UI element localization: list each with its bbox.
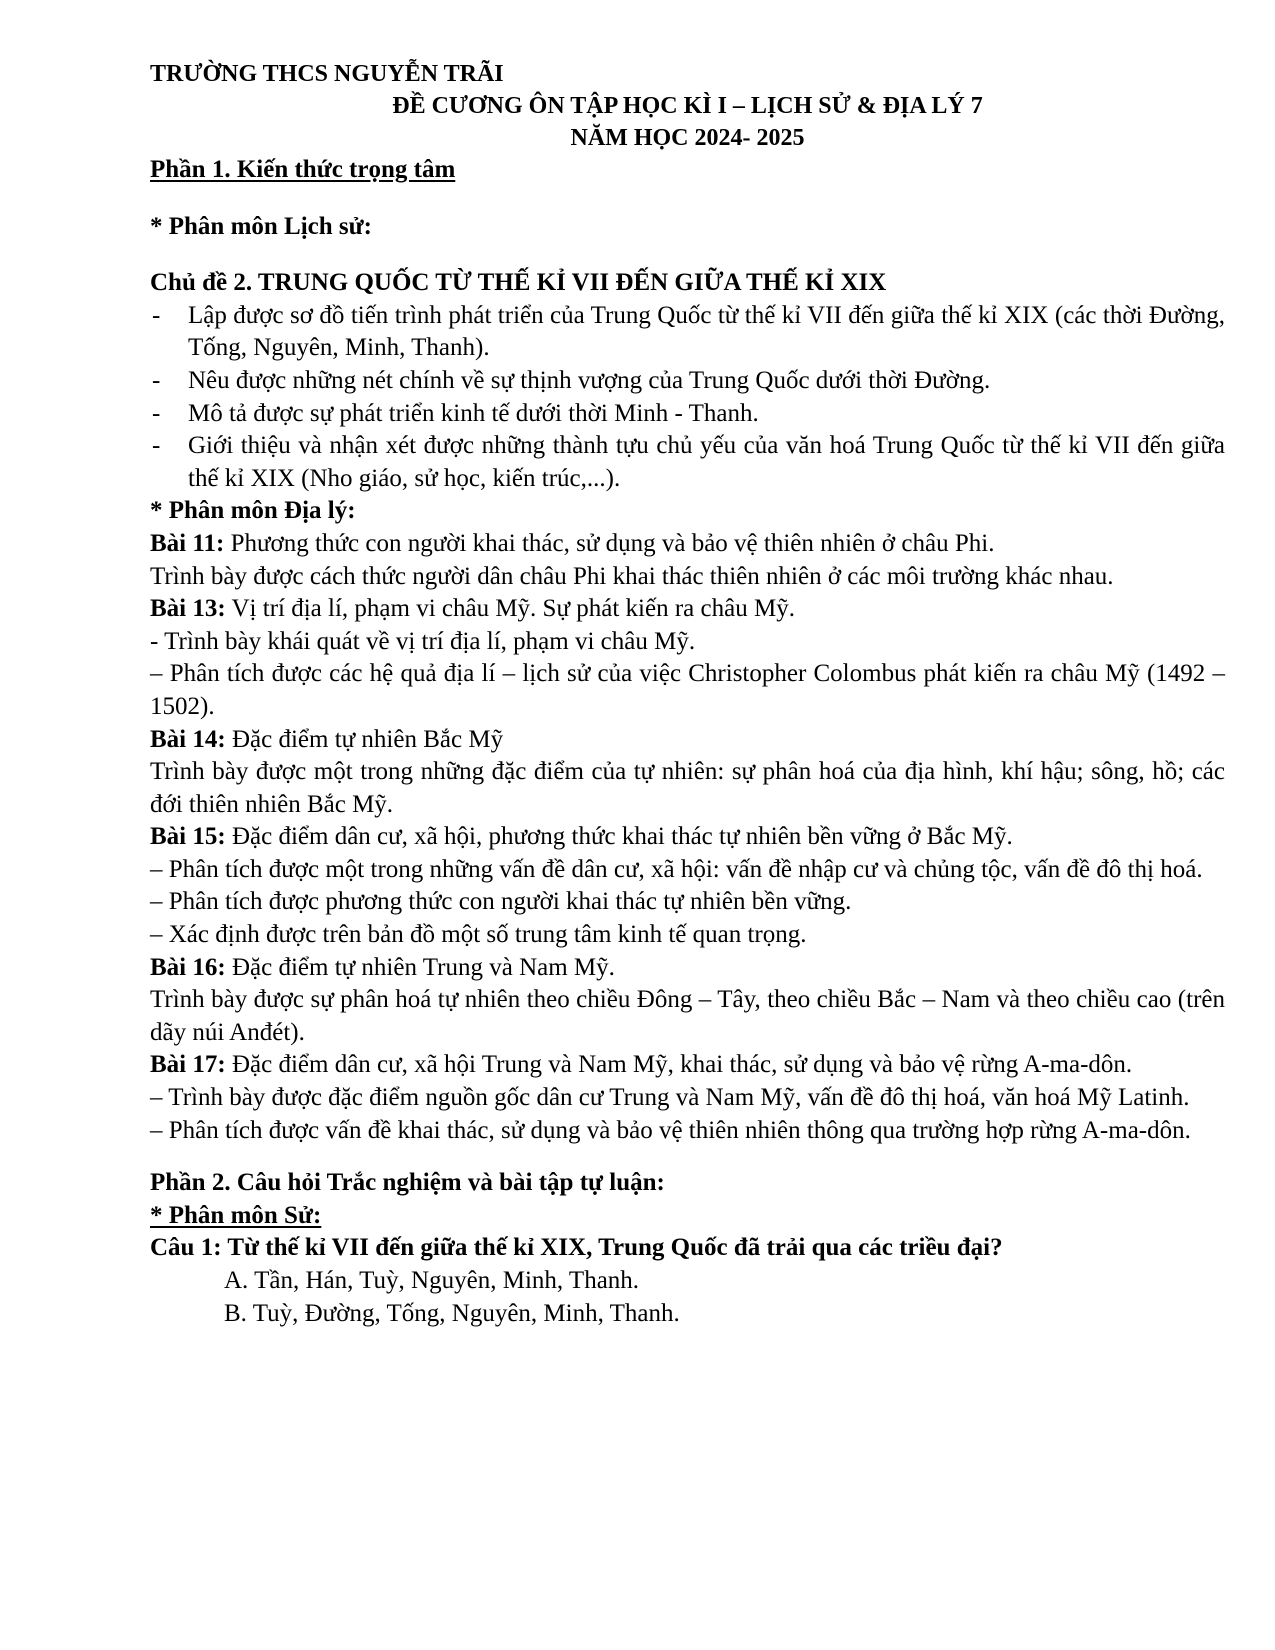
lesson-heading [150, 593, 1225, 626]
part2-heading: Phần 2. Câu hỏi Trắc nghiệm và bài tập tự luận: [150, 1169, 665, 1197]
answer-option-a: A. Tần, Hán, Tuỳ, Nguyên, Minh, Thanh. [224, 1267, 640, 1294]
lesson-item: – Xác định được trên bản đồ một số trung tâm kinh tế quan trọng. [150, 921, 807, 949]
bullet-text: Mô tả được sự phát triển kinh tế dưới thời Minh - Thanh. [188, 399, 759, 427]
lesson-item: – Phân tích được các hệ quả địa lí – lịch sử của việc Christopher Colombus phát kiến ra châu Mỹ (1492 – 1502). [150, 660, 1225, 720]
question-1: Câu 1: Từ thế kỉ VII đến giữa thế kỉ XIX, Trung Quốc đã trải qua các triều đại? [150, 1234, 1003, 1262]
document-title: ĐỀ CƯƠNG ÔN TẬP HỌC KÌ I – LỊCH SỬ & ĐỊA LÝ 7 [392, 93, 983, 119]
bullet-dash: - [152, 301, 161, 329]
topic2-bullet [150, 430, 1225, 495]
history-section-label: * Phân môn Sử: [150, 1201, 322, 1229]
lesson-heading [150, 1049, 1225, 1082]
lesson-title: Phương thức con người khai thác, sử dụng và bảo vệ thiên nhiên ở châu Phi. [224, 529, 995, 557]
school-name: TRƯỜNG THCS NGUYỄN TRÃI [150, 61, 504, 87]
lesson-label: Bài 14: [150, 725, 226, 753]
answer-option-b: B. Tuỳ, Đường, Tống, Nguyên, Minh, Thanh. [224, 1299, 680, 1327]
lesson-item: – Trình bày được đặc điểm nguồn gốc dân cư Trung và Nam Mỹ, vấn đề đô thị hoá, văn hoá Mỹ Latinh. [150, 1084, 1190, 1112]
lesson-title: Đặc điểm dân cư, xã hội, phương thức khai thác tự nhiên bền vững ở Bắc Mỹ. [225, 823, 1013, 851]
bullet-dash: - [152, 399, 161, 427]
bullet-text: Nêu được những nét chính về sự thịnh vượng của Trung Quốc dưới thời Đường. [188, 366, 991, 394]
lesson-item: Trình bày được một trong những đặc điểm của tự nhiên: sự phân hoá của địa hình, khí hậu; sông, hồ; các đới thiên nhiên Bắc Mỹ. [150, 758, 1225, 818]
lesson-title: Đặc điểm dân cư, xã hội Trung và Nam Mỹ, khai thác, sử dụng và bảo vệ rừng A-ma-dôn. [225, 1051, 1133, 1079]
bullet-text: Lập được sơ đồ tiến trình phát triển của Trung Quốc từ thế kỉ VII đến giữa thế kỉ XIX (các thời Đường, Tống, Nguyên, Minh, Thanh). [188, 301, 1225, 362]
lesson-heading [150, 528, 1225, 561]
lesson-label: Bài 17: [150, 1051, 226, 1079]
lesson-item: Trình bày được sự phân hoá tự nhiên theo chiều Đông – Tây, theo chiều Bắc – Nam và theo chiều cao (trên dãy núi Anđét). [150, 986, 1225, 1046]
topic2-bullet [150, 398, 1225, 431]
topic2-bullet [150, 365, 1225, 398]
lesson-heading [150, 952, 1225, 985]
document-page [150, 58, 1225, 1330]
lesson-title: Vị trí địa lí, phạm vi châu Mỹ. Sự phát kiến ra châu Mỹ. [225, 595, 795, 623]
topic2-title: Chủ đề 2. TRUNG QUỐC TỪ THẾ KỈ VII ĐẾN GIỮA THẾ KỈ XIX [150, 269, 887, 297]
bullet-text: Giới thiệu và nhận xét được những thành tựu chủ yếu của văn hoá Trung Quốc từ thế kỉ VII đến giữa thế kỉ XIX (Nho giáo, sử học, kiến trúc,...). [188, 432, 1225, 492]
lesson-label: Bài 13: [150, 595, 226, 623]
school-year: NĂM HỌC 2024- 2025 [570, 125, 805, 151]
topic2-bullet [150, 300, 1225, 365]
lesson-title: Đặc điểm tự nhiên Bắc Mỹ [225, 725, 504, 753]
lesson-item: Trình bày được cách thức người dân châu Phi khai thác thiên nhiên ở các môi trường khác nhau. [150, 562, 1114, 590]
lesson-title: Đặc điểm tự nhiên Trung và Nam Mỹ. [225, 953, 615, 981]
lesson-heading [150, 821, 1225, 854]
lesson-label: Bài 11: [150, 529, 225, 557]
lesson-label: Bài 16: [150, 953, 226, 981]
lesson-label: Bài 15: [150, 823, 226, 851]
lesson-item: - Trình bày khái quát về vị trí địa lí, phạm vi châu Mỹ. [150, 627, 696, 655]
lesson-heading [150, 724, 1225, 757]
geography-subject-label: * Phân môn Địa lý: [150, 497, 356, 525]
bullet-dash: - [152, 432, 161, 460]
lesson-item: – Phân tích được phương thức con người khai thác tự nhiên bền vững. [150, 888, 852, 916]
history-subject-label: * Phân môn Lịch sử: [150, 212, 372, 240]
lesson-item: – Phân tích được vấn đề khai thác, sử dụng và bảo vệ thiên nhiên thông qua trường hợp rừng A-ma-dôn. [150, 1116, 1191, 1144]
part1-heading: Phần 1. Kiến thức trọng tâm [150, 156, 456, 183]
bullet-dash: - [152, 366, 161, 394]
lesson-item: – Phân tích được một trong những vấn đề dân cư, xã hội: vấn đề nhập cư và chủng tộc, vấn đề đô thị hoá. [150, 855, 1203, 883]
